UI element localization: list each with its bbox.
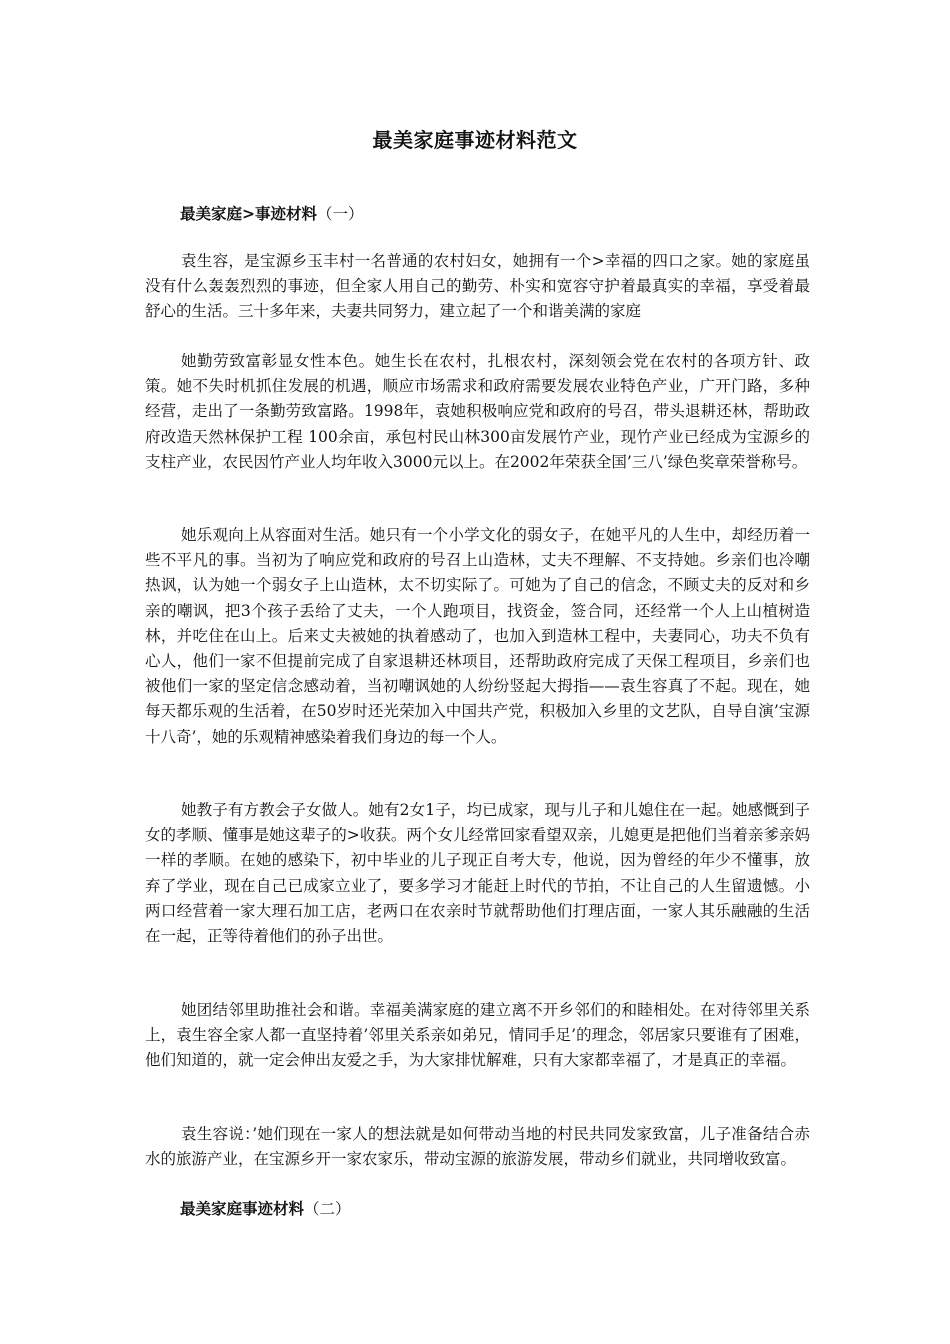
paragraph-6: 袁生容说：’她们现在一家人的想法就是如何带动当地的村民共同发家致富，儿子准备结合赤水的旅游产业，在宝源乡开一家农家乐，带动宝源的旅游发展，带动乡们就业，共同增收致富。 bbox=[145, 1125, 810, 1169]
section-heading-1-text: 最美家庭>事迹材料 bbox=[180, 204, 317, 223]
document-title: 最美家庭事迹材料范文 bbox=[372, 128, 578, 152]
paragraph-1: 袁生容，是宝源乡玉丰村一名普通的农村妇女，她拥有一个>幸福的四口之家。她的家庭虽没有什么轰轰烈烈的事迹，但全家人用自己的勤劳、朴实和宽容守护着最真实的幸福，享受着最舒心的生活。三十多年来，夫妻共同努力，建立起了一个和谐美满的家庭 bbox=[145, 252, 810, 321]
paragraph-2: 她勤劳致富彰显女性本色。她生长在农村，扎根农村，深刻领会党在农村的各项方针、政策。她不失时机抓住发展的机遇，顺应市场需求和政府需要发展农业特色产业，广开门路，多种经营，走出了一条勤劳致富路。1998年，袁她积极响应党和政府的号召，带头退耕还林，帮助政府改造天然林保护工程 100余亩，承包村民山林300亩发展竹产业，现竹产业已经成为宝源乡的支柱产业，农民因竹产业人均年收入3000元以上。在2002年荣获全国’三八’绿色奖章荣誉称号。 bbox=[145, 352, 810, 471]
paragraph-5: 她团结邻里助推社会和谐。幸福美满家庭的建立离不开乡邻们的和睦相处。在对待邻里关系上，袁生容全家人都一直坚持着’邻里关系亲如弟兄，情同手足’的理念，邻居家只要谁有了困难，他们知道的，就一定会伸出友爱之手，为大家排忧解难，只有大家都幸福了，才是真正的幸福。 bbox=[145, 1001, 810, 1070]
paragraph-4: 她教子有方教会子女做人。她有2女1子，均已成家，现与儿子和儿媳住在一起。她感慨到子女的孝顺、懂事是她这辈子的>收获。两个女儿经常回家看望双亲，儿媳更是把他们当着亲爹亲妈一样的孝顺。在她的感染下，初中毕业的儿子现正自考大专，他说，因为曾经的年少不懂事，放弃了学业，现在自己已成家立业了，要多学习才能赶上时代的节拍，不让自己的人生留遗憾。小两口经营着一家大理石加工店，老两口在农亲时节就帮助他们打理店面，一家人其乐融融的生活在一起，正等待着他们的孙子出世。 bbox=[145, 801, 810, 946]
section-heading-1 bbox=[180, 202, 364, 224]
section-heading-2 bbox=[180, 1197, 351, 1219]
section-heading-1-suffix: （一） bbox=[317, 205, 364, 223]
section-heading-2-text: 最美家庭事迹材料 bbox=[180, 1199, 305, 1218]
section-heading-2-suffix: （二） bbox=[304, 1200, 351, 1218]
paragraph-3: 她乐观向上从容面对生活。她只有一个小学文化的弱女子，在她平凡的人生中，却经历着一些不平凡的事。当初为了响应党和政府的号召上山造林，丈夫不理解、不支持她。乡亲们也冷嘲热讽，认为她一个弱女子上山造林，太不切实际了。可她为了自己的信念，不顾丈夫的反对和乡亲的嘲讽，把3个孩子丢给了丈夫，一个人跑项目，找资金，签合同，还经常一个人上山植树造林，并吃住在山上。后来丈夫被她的执着感动了，也加入到造林工程中，夫妻同心，功夫不负有心人，他们一家不但提前完成了自家退耕还林项目，还帮助政府完成了天保工程项目，乡亲们也被他们一家的坚定信念感动着，当初嘲讽她的人纷纷竖起大拇指——袁生容真了不起。现在，她每天都乐观的生活着，在50岁时还光荣加入中国共产党，积极加入乡里的文艺队，自导自演’宝源十八奇’，她的乐观精神感染着我们身边的每一个人。 bbox=[145, 526, 810, 746]
